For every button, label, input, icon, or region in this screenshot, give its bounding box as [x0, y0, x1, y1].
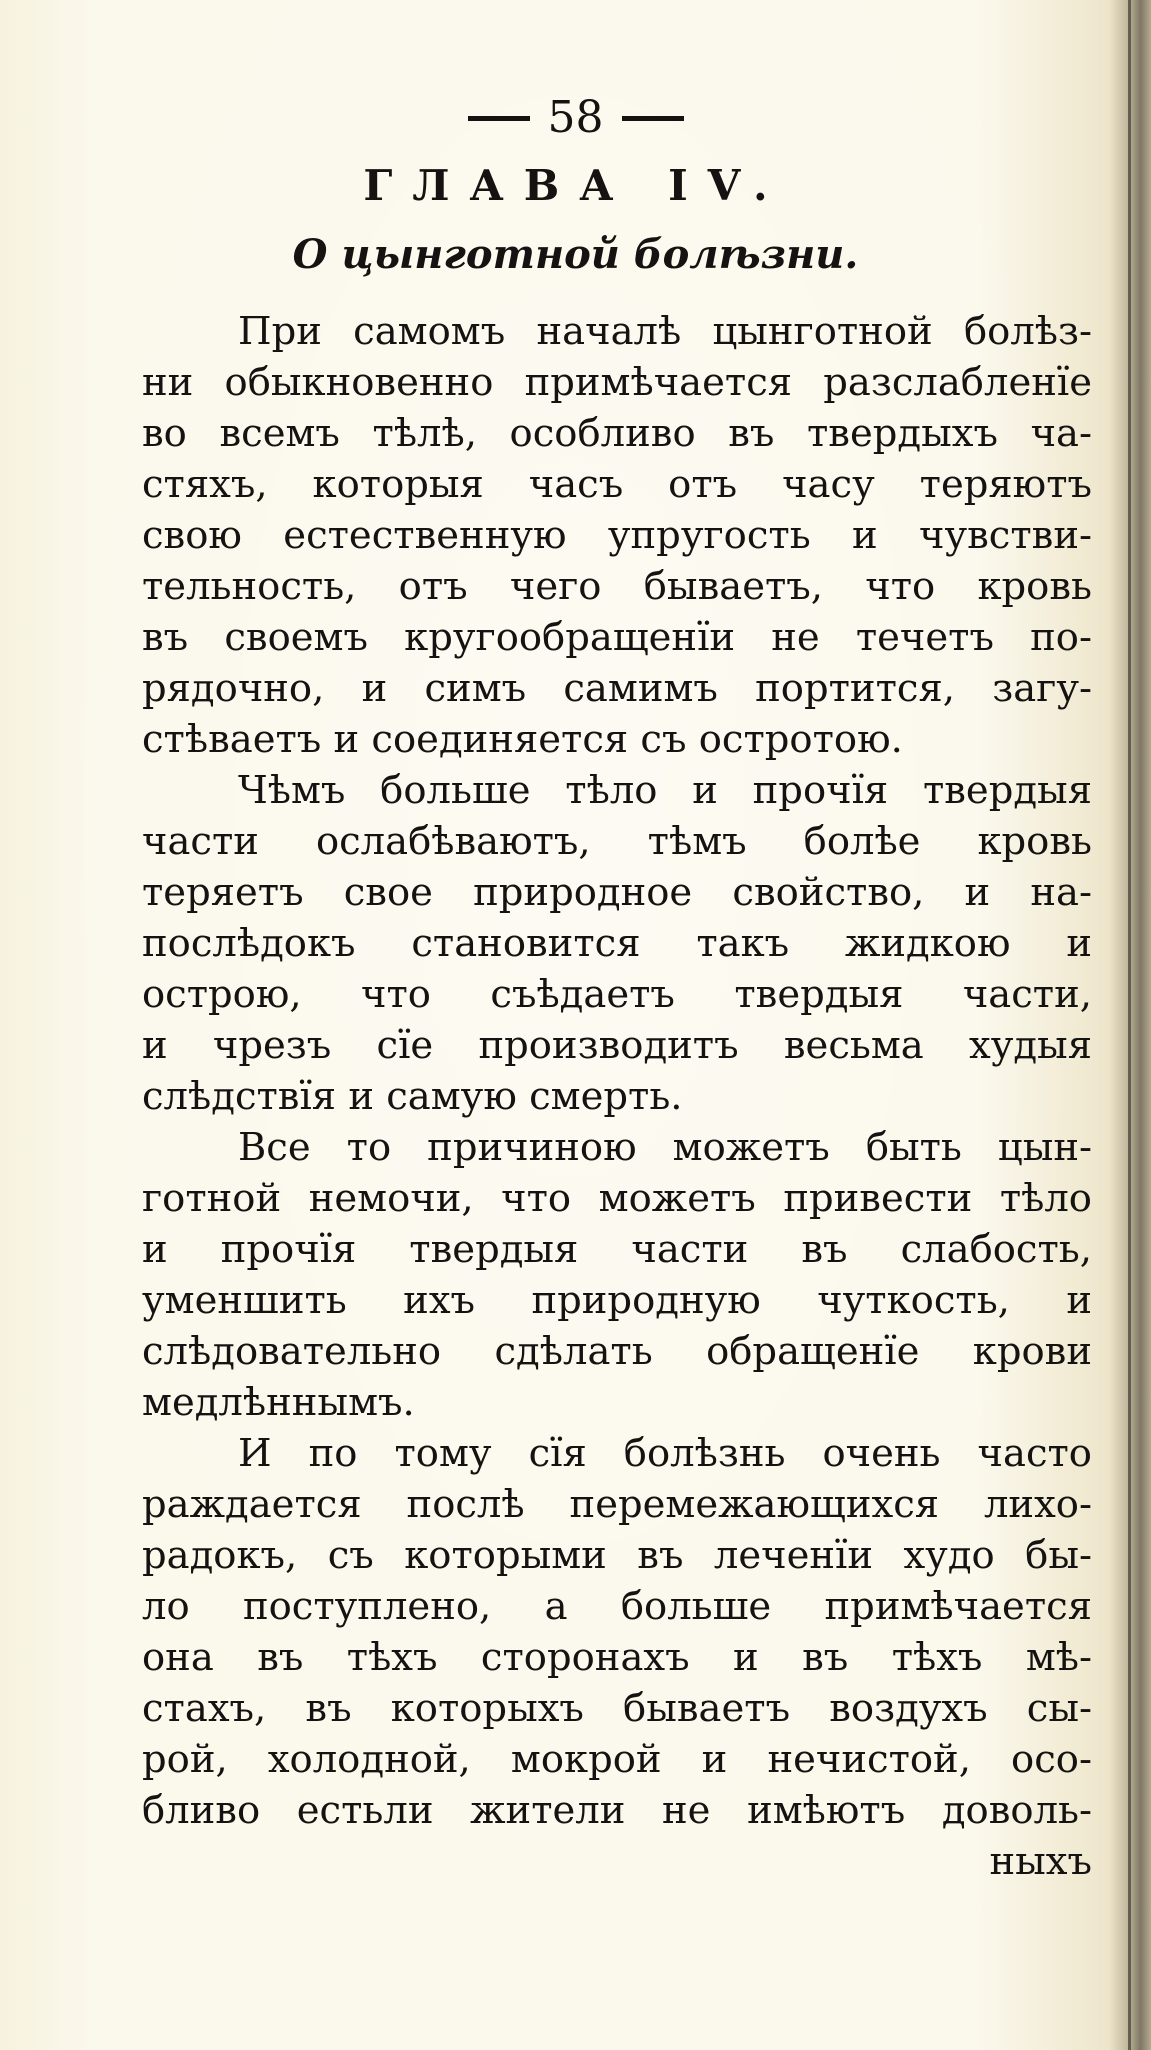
text-line: готной немочи, что можетъ привести тѣло: [142, 1176, 1092, 1221]
text-line: острою, что съѣдаетъ твердыя части,: [142, 972, 1092, 1017]
text-line: части ослабѣваютъ, тѣмъ болѣе кровь: [142, 819, 1092, 864]
text-line: и прочїя твердыя части въ слабость,: [142, 1227, 1092, 1272]
page-number-line: [0, 92, 1151, 144]
text-line: Все то причиною можетъ быть цын-: [238, 1125, 1092, 1170]
text-line: теряетъ свое природное свойство, и на-: [142, 870, 1092, 915]
text-line: стѣваетъ и соединяется съ остротою.: [142, 717, 903, 762]
catchword: ныхъ: [989, 1839, 1092, 1884]
text-line: стахъ, въ которыхъ бываетъ воздухъ сы-: [142, 1686, 1092, 1731]
text-line: и чрезъ сїе производитъ весьма худыя: [142, 1023, 1092, 1068]
text-line: радокъ, съ которыми въ леченїи худо бы-: [142, 1533, 1092, 1578]
text-line: тельность, отъ чего бываетъ, что кровь: [142, 564, 1092, 609]
body-text: [142, 306, 1092, 1887]
text-line: бливо естьли жители не имѣютъ доволь-: [142, 1788, 1092, 1833]
text-line: Чѣмъ больше тѣло и прочїя твердыя: [238, 768, 1092, 813]
text-line: ло поступлено, а больше примѣчается: [142, 1584, 1092, 1629]
chapter-subtitle: О цынготной болѣзни.: [292, 231, 859, 278]
left-dash: [468, 116, 530, 121]
text-line: уменшить ихъ природную чуткость, и: [142, 1278, 1092, 1323]
text-line: медлѣннымъ.: [142, 1380, 415, 1425]
text-line: раждается послѣ перемежающихся лихо-: [142, 1482, 1092, 1527]
text-line: И по тому сїя болѣзнь очень часто: [238, 1431, 1092, 1476]
text-line: При самомъ началѣ цынготной болѣз-: [238, 309, 1092, 354]
text-line: послѣдокъ становится такъ жидкою и: [142, 921, 1092, 966]
text-line: рядочно, и симъ самимъ портится, загу-: [142, 666, 1092, 711]
right-dash: [622, 116, 684, 121]
text-line: слѣдствїя и самую смерть.: [142, 1074, 683, 1119]
text-line: слѣдовательно сдѣлать обращенїе крови: [142, 1329, 1092, 1374]
text-line: въ своемъ кругообращенїи не течетъ по-: [142, 615, 1092, 660]
text-line: во всемъ тѣлѣ, особливо въ твердыхъ ча-: [142, 411, 1092, 456]
text-line: свою естественную упругость и чувстви-: [142, 513, 1092, 558]
text-line: ни обыкновенно примѣчается разслабленїе: [142, 360, 1092, 405]
text-line: стяхъ, которыя часъ отъ часу теряютъ: [142, 462, 1092, 507]
binding-edge-line: [1128, 0, 1131, 2050]
text-line: рой, холодной, мокрой и нечистой, осо-: [142, 1737, 1092, 1782]
text-line: она въ тѣхъ сторонахъ и въ тѣхъ мѣ-: [142, 1635, 1092, 1680]
chapter-title: ГЛАВА IV.: [363, 161, 788, 210]
page-number: 58: [547, 92, 604, 143]
